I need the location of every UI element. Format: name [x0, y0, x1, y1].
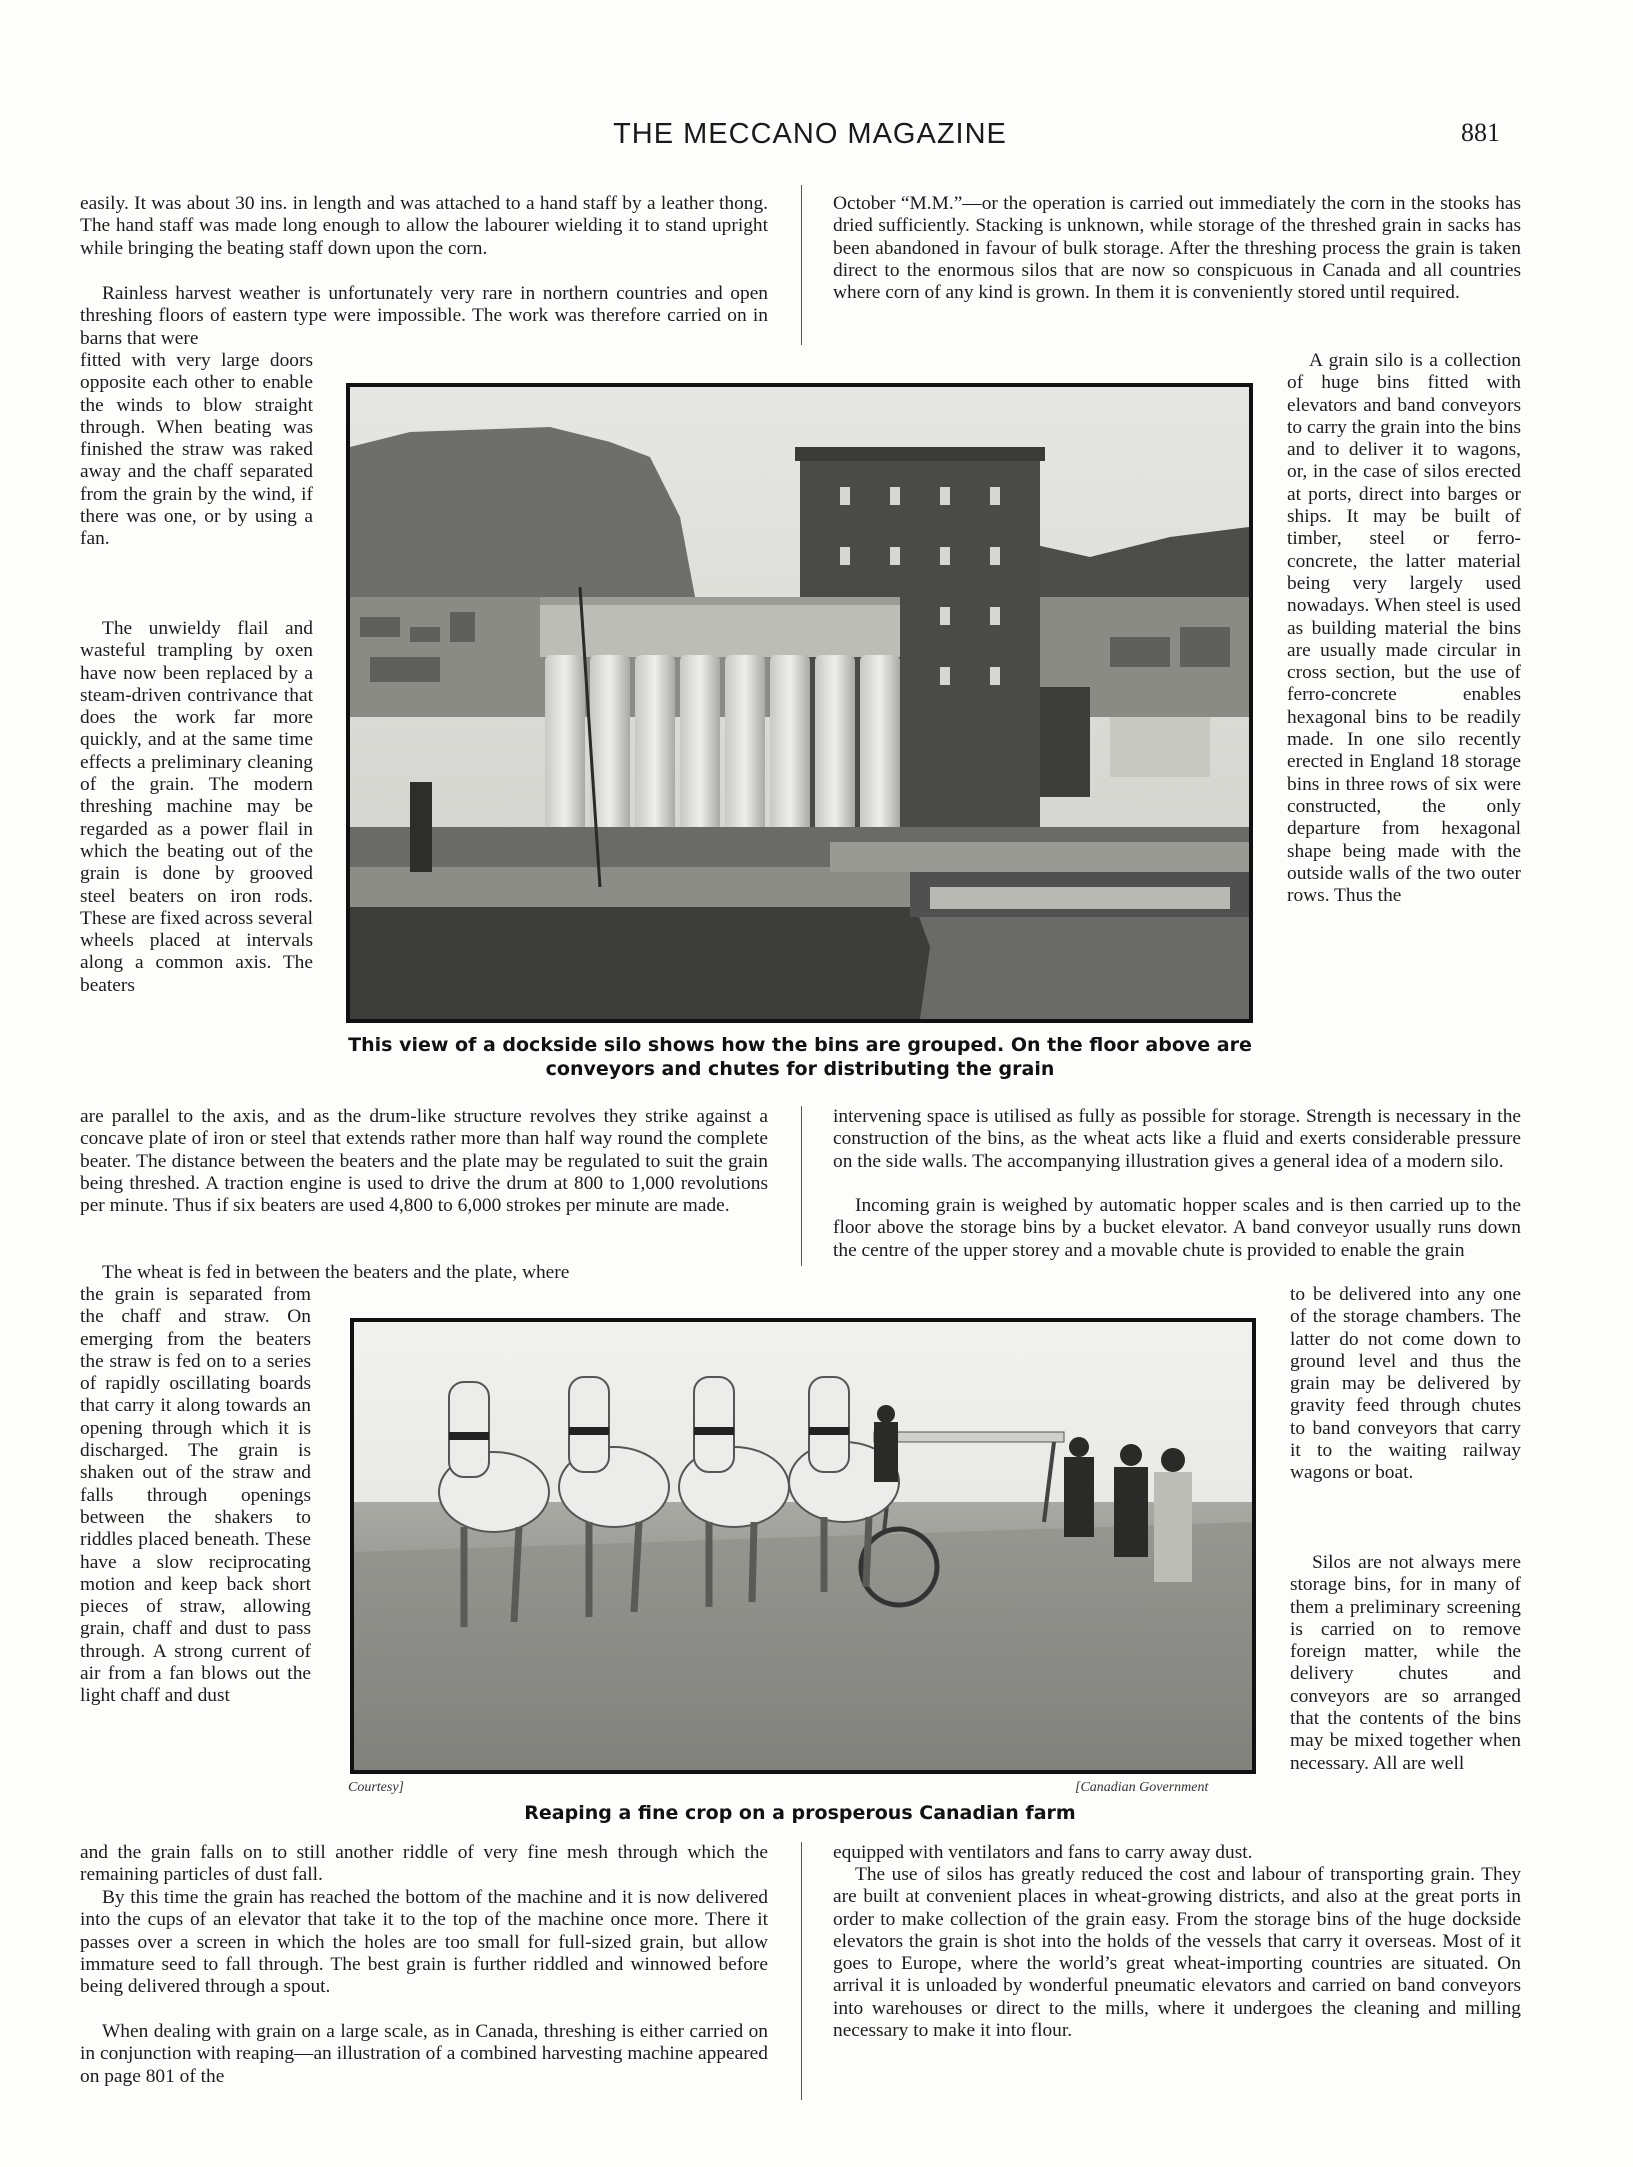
silo-caption-line-2: conveyors and chutes for distributing the grain	[545, 1058, 1055, 1080]
right-paragraph-7: equipped with ventilators and fans to carry away dust.	[833, 1842, 1253, 1863]
photo-credit-government: [Canadian Government	[1075, 1780, 1209, 1795]
column-divider-bottom	[801, 1842, 802, 2100]
right-paragraph-4: Incoming grain is weighed by automatic hopper scales and is then carried up to the floor above the storage bins by a bucket elevator. A band conveyor usually runs down the centre of the upper storey and a movable chute is provided to enable the grain	[833, 1195, 1521, 1261]
left-paragraph-10: When dealing with grain on a large scale, as in Canada, threshing is either carried on in conjunction with reaping—an illustration of a combined harvesting machine appeared on page 801 of the	[80, 2021, 768, 2087]
column-divider-top	[801, 185, 802, 345]
right-paragraph-5: to be delivered into any one of the storage chambers. The latter do not come down to ground level and thus the grain may be delivered by gravity feed through chutes to band conveyors that carry it to the waiting railway wagons or boat.	[1290, 1284, 1521, 1484]
left-paragraph-4: The unwieldy flail and wasteful trampling by oxen have now been replaced by a steam-driven contrivance that does the work far more quickly, and at the same time effects a preliminary cleaning of the grain. The modern threshing machine may be regarded as a power flail in which the beating out of the grain is done by grooved steel beaters on iron rods. These are fixed across several wheels placed at intervals along a common axis. The beaters	[80, 618, 313, 996]
dockside-silo-photo	[346, 383, 1253, 1023]
left-paragraph-5: are parallel to the axis, and as the drum-like structure revolves they strike against a concave plate of iron or steel that extends rather more than half way round the complete beater. The distance between the beaters and the plate may be regulated to suit the grain being threshed. A traction engine is used to drive the drum at 800 to 1,000 revolutions per minute. Thus if six beaters are used 4,800 to 6,000 strokes per minute are made.	[80, 1106, 768, 1217]
left-paragraph-7: the grain is separated from the chaff and straw. On emerging from the beaters the straw is fed on to a series of rapidly oscillating boards that carry it along towards an opening through which it is discharged. The grain is shaken out of the straw and falls through openings between the shakers to riddles placed beneath. These have a slow reciprocating motion and keep back short pieces of straw, allowing grain, chaff and dust to pass through. A strong current of air from a fan blows out the light chaff and dust	[80, 1284, 311, 1707]
magazine-title: THE MECCANO MAGAZINE	[613, 118, 1007, 150]
column-divider-middle	[801, 1106, 802, 1266]
left-paragraph-8: and the grain falls on to still another riddle of very fine mesh through which the remaining particles of dust fall.	[80, 1842, 768, 1886]
left-paragraph-2: Rainless harvest weather is unfortunately very rare in northern countries and open threshing floors of eastern type were impossible. The work was therefore carried on in barns that were	[80, 283, 768, 349]
right-paragraph-3: intervening space is utilised as fully as possible for storage. Strength is necessary in the construction of the bins, as the wheat acts like a fluid and exerts considerable pressure on the side walls. The accompanying illustration gives a general idea of a modern silo.	[833, 1106, 1521, 1172]
page-number: 881	[1461, 118, 1500, 147]
silo-caption-line-1: This view of a dockside silo shows how the bins are grouped. On the floor above are	[348, 1034, 1252, 1056]
right-paragraph-8: The use of silos has greatly reduced the cost and labour of transporting grain. They are built at convenient places in wheat-growing districts, and also at the great ports in order to make collection of the grain easy. From the storage bins of the huge dockside elevators the grain is shot into the holds of the vessels that carry it overseas. Most of it goes to Europe, where the world’s great wheat-importing countries are situated. On arrival it is unloaded by wonderful pneumatic elevators and carried on band conveyors into warehouses or direct to the mills, where it undergoes the cleaning and milling necessary to make it into flour.	[833, 1864, 1521, 2042]
reaping-photo	[350, 1318, 1256, 1774]
left-paragraph-9: By this time the grain has reached the bottom of the machine and it is now delivered into the cups of an elevator that take it to the top of the machine once more. There it passes over a screen in which the holes are too small for full-sized grain, but allow immature seed to fall through. The best grain is further riddled and winnowed before being delivered through a spout.	[80, 1887, 768, 1998]
left-paragraph-6: The wheat is fed in between the beaters and the plate, where	[102, 1262, 570, 1283]
left-paragraph-1: easily. It was about 30 ins. in length and was attached to a hand staff by a leather thong. The hand staff was made long enough to allow the labourer wielding it to stand upright while bringing the beating staff down upon the corn.	[80, 193, 768, 259]
right-paragraph-6: Silos are not always mere storage bins, for in many of them a preliminary screening is carried on to remove foreign matter, while the delivery chutes and conveyors are so arranged that the contents of the bins may be mixed together when necessary. All are well	[1290, 1552, 1521, 1774]
photo-credit-courtesy: Courtesy]	[348, 1780, 404, 1795]
reaping-caption: Reaping a fine crop on a prosperous Canadian farm	[524, 1802, 1076, 1824]
right-paragraph-2: A grain silo is a collection of huge bins fitted with elevators and band conveyors to carry the grain into the bins and to deliver it to wagons, or, in the case of silos erected at ports, direct into barges or ships. It may be built of timber, steel or ferro-concrete, the latter material being very largely used nowadays. When steel is used as building material the bins are usually made circular in cross section, but the use of ferro-concrete enables hexagonal bins to be readily made. In one silo recently erected in England 18 storage bins in three rows of six were constructed, the only departure from hexagonal shape being made with the outside walls of the two outer rows. Thus the	[1287, 350, 1521, 907]
left-paragraph-3: fitted with very large doors opposite each other to enable the winds to blow straight through. When beating was finished the straw was raked away and the chaff separated from the grain by the wind, if there was one, or by using a fan.	[80, 350, 313, 550]
right-paragraph-1: October “M.M.”—or the operation is carried out immediately the corn in the stooks has dried sufficiently. Stacking is unknown, while storage of the threshed grain in sacks has been abandoned in favour of bulk storage. After the threshing process the grain is taken direct to the enormous silos that are now so conspicuous in Canada and all countries where corn of any kind is grown. In them it is conveniently stored until required.	[833, 193, 1521, 304]
